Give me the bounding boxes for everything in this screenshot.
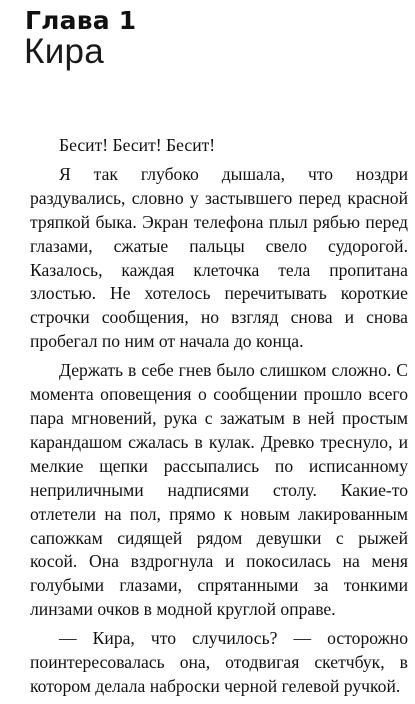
paragraph: — Кира, что случилось? — осторожно поинтересовалась она, отодвигая скетчбук, в котором делала наброски черной гелевой ручкой. xyxy=(30,628,408,696)
paragraph: Держать в себе гнев было слишком сложно. С момента оповещения о сообщении прошло всего пара мгновений, рука с зажатым в ней простым карандашом сжалась в кулак. Древко треснуло, и мелкие щепки рассыпались по исписанному неприличными надписями столу. Какие-то отлетели на пол, прямо к новым лакированным сапожкам сидящей рядом девушки с рыжей косой. Она вздрогнула и покосилась на меня голубыми глазами, спрятанными за тонкими линзами очков в модной круглой оправе. xyxy=(30,360,408,620)
paragraph: Я так глубоко дышала, что ноздри раздувались, словно у застывшего перед красной тряпкой быка. Экран телефона плыл рябью перед глазами, сжатые пальцы свело судорогой. Казалось, каждая клеточка тела пропитана злостью. Не хотелось перечитывать короткие строчки сообщения, но взгляд снова и снова пробегал по ним от начала до конца. xyxy=(30,163,408,352)
chapter-number: Глава 1 xyxy=(25,6,137,35)
paragraph: Бесит! Бесит! Бесит! xyxy=(59,135,216,155)
chapter-title: Кира xyxy=(24,32,105,71)
chapter-body xyxy=(30,134,408,704)
